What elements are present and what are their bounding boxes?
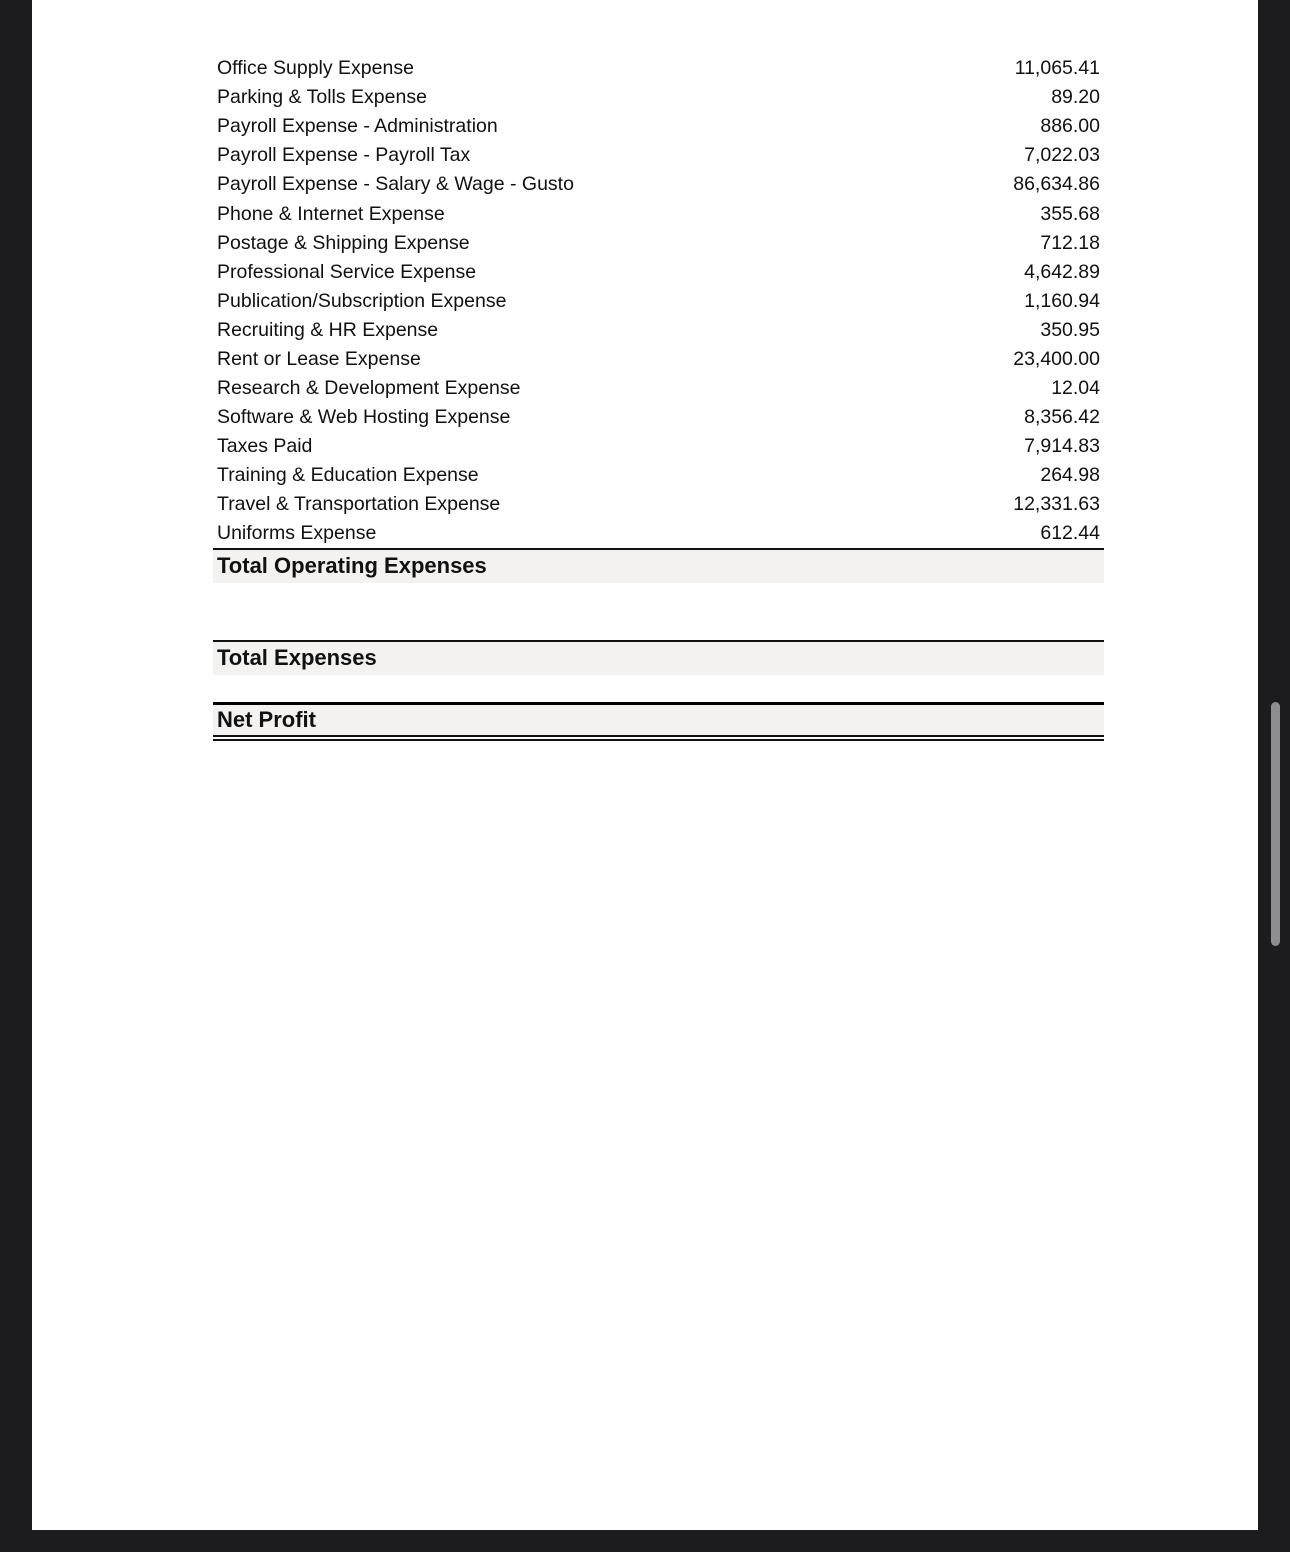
total-operating-expenses-row xyxy=(213,550,1104,583)
line-item-value: 11,065.41 xyxy=(1014,57,1100,80)
line-item-row xyxy=(213,461,1104,490)
scrollbar-thumb[interactable] xyxy=(1271,702,1280,946)
spacer xyxy=(213,583,1104,640)
line-item-label: Software & Web Hosting Expense xyxy=(217,406,511,429)
line-item-label: Payroll Expense - Administration xyxy=(217,115,498,138)
line-item-label: Payroll Expense - Payroll Tax xyxy=(217,144,471,167)
spacer xyxy=(213,675,1104,702)
line-item-row xyxy=(213,345,1104,374)
line-item-label: Office Supply Expense xyxy=(217,57,414,80)
line-item-row xyxy=(213,54,1104,83)
line-item-value: 355.68 xyxy=(1040,202,1100,225)
line-item-row xyxy=(213,316,1104,345)
line-item-value: 612.44 xyxy=(1040,522,1100,544)
line-item-label: Recruiting & HR Expense xyxy=(217,318,439,341)
line-item-row xyxy=(213,403,1104,432)
net-profit-row xyxy=(213,702,1104,737)
line-item-label: Uniforms Expense xyxy=(217,522,377,544)
net-profit-label: Net Profit xyxy=(217,706,316,732)
line-item-value: 350.95 xyxy=(1040,318,1100,341)
line-item-label: Payroll Expense - Salary & Wage - Gusto xyxy=(217,173,574,196)
line-item-row xyxy=(213,374,1104,403)
line-item-value: 7,022.03 xyxy=(1024,144,1100,167)
line-item-label: Professional Service Expense xyxy=(217,260,477,283)
double-underline xyxy=(213,737,1104,741)
line-item-row xyxy=(213,83,1104,112)
line-item-value: 7,914.83 xyxy=(1024,435,1100,458)
line-item-row xyxy=(213,287,1104,316)
line-item-row xyxy=(213,432,1104,461)
line-item-row xyxy=(213,112,1104,141)
line-item-value: 4,642.89 xyxy=(1024,260,1100,283)
line-item-value: 23,400.00 xyxy=(1013,347,1100,370)
line-item-label: Phone & Internet Expense xyxy=(217,202,445,225)
total-operating-expenses-label: Total Operating Expenses xyxy=(217,553,487,578)
line-item-label: Parking & Tolls Expense xyxy=(217,86,427,109)
line-item-value: 712.18 xyxy=(1040,231,1100,254)
line-item-value: 89.20 xyxy=(1051,86,1100,109)
total-expenses-label: Total Expenses xyxy=(217,645,377,670)
line-item-value: 886.00 xyxy=(1040,115,1100,138)
line-item-value: 86,634.86 xyxy=(1013,173,1100,196)
line-item-row xyxy=(213,490,1104,519)
line-item-label: Taxes Paid xyxy=(217,435,313,458)
line-item-row xyxy=(213,229,1104,258)
line-item-value: 264.98 xyxy=(1040,464,1100,487)
line-item-row xyxy=(213,520,1104,550)
line-item-label: Publication/Subscription Expense xyxy=(217,289,507,312)
line-item-value: 1,160.94 xyxy=(1024,289,1100,312)
line-item-row xyxy=(213,199,1104,228)
line-item-row xyxy=(213,141,1104,170)
line-item-value: 12.04 xyxy=(1051,377,1100,400)
line-item-label: Training & Education Expense xyxy=(217,464,479,487)
line-item-label: Travel & Transportation Expense xyxy=(217,493,501,516)
line-item-label: Postage & Shipping Expense xyxy=(217,231,470,254)
line-item-value: 8,356.42 xyxy=(1024,406,1100,429)
expense-table xyxy=(213,54,1104,741)
line-item-value: 12,331.63 xyxy=(1013,493,1100,516)
line-item-row xyxy=(213,258,1104,287)
total-expenses-row xyxy=(213,640,1104,675)
line-item-label: Research & Development Expense xyxy=(217,377,521,400)
line-item-row xyxy=(213,170,1104,199)
document-page xyxy=(32,0,1258,1530)
line-item-label: Rent or Lease Expense xyxy=(217,347,421,370)
